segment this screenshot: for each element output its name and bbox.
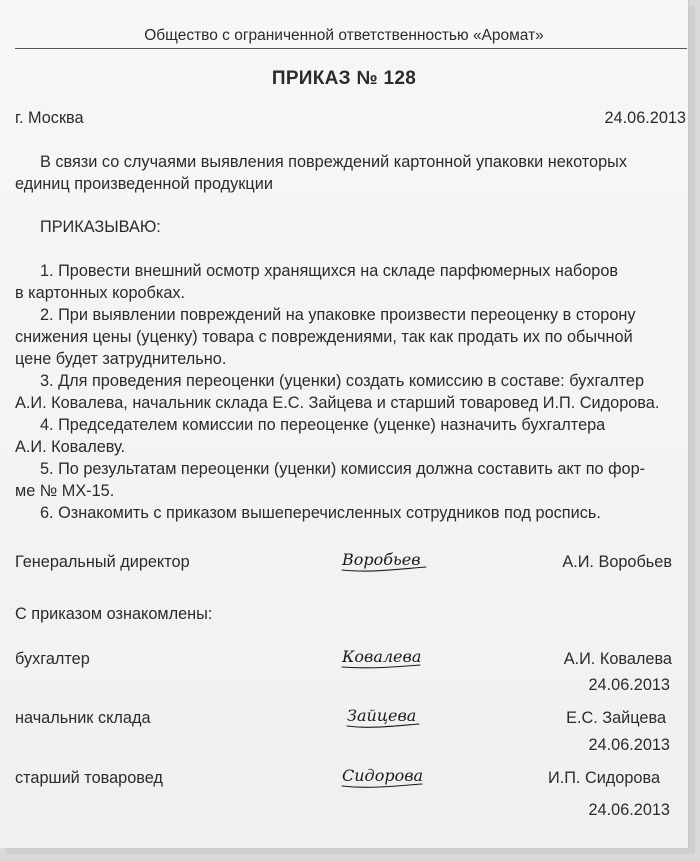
employee-sign-date: 24.06.2013 [588,736,670,754]
employee-signature [345,699,435,736]
organization-name: Общество с ограниченной ответственностью «Аромат» [144,27,544,44]
employee-signature-text: Сидорова [342,766,424,785]
director-signature [340,543,430,580]
item-3-line-1: 3. Для проведения переоценки (уценки) создать комиссию в составе: бухгалтер [40,372,644,390]
item-2-line-1: 2. При выявлении повреждений на упаковке произвести переоценку в сторону [40,306,636,324]
director-position: Генеральный директор [15,553,190,571]
order-word: ПРИКАЗЫВАЮ: [40,218,161,236]
employee-signature-text: Ковалева [342,647,422,666]
employee-name: А.И. Ковалева [563,650,672,668]
employee-signature [340,759,430,796]
item-5-line-1: 5. По результатам переоценки (уценки) комиссия должна составить акт по фор- [40,460,646,478]
item-4-line-1: 4. Председателем комиссии по переоценке (уценке) назначить бухгалтера [40,416,606,434]
item-2-line-3: цене будет затруднительно. [15,350,227,368]
intro-line-1: В связи со случаями выявления повреждений картонной упаковки некоторых [40,153,628,171]
order-date: 24.06.2013 [604,109,686,127]
employee-sign-date: 24.06.2013 [588,676,670,694]
employee-signature-text: Зайцева [347,706,417,725]
item-6-line-1: 6. Ознакомить с приказом вышеперечисленных сотрудников под роспись. [40,504,601,522]
employee-sign-date: 24.06.2013 [588,801,670,819]
employee-position: начальник склада [15,709,151,727]
order-city: г. Москва [15,109,84,127]
employee-name: Е.С. Зайцева [566,709,666,727]
intro-line-2: единиц произведенной продукции [15,175,273,193]
employee-signature [340,640,430,677]
item-1-line-1: 1. Провести внешний осмотр хранящихся на складе парфюмерных наборов [40,262,619,280]
item-5-line-2: ме № МХ-15. [15,482,115,500]
item-3-line-2: А.И. Ковалева, начальник склада Е.С. Зайцева и старший товаровед И.П. Сидорова. [15,394,660,412]
employee-position: бухгалтер [15,650,90,668]
order-title: ПРИКАЗ № 128 [271,68,417,89]
director-name: А.И. Воробьев [562,553,672,571]
employee-name: И.П. Сидорова [547,769,660,787]
acquainted-label: С приказом ознакомлены: [15,605,213,623]
item-1-line-2: в картонных коробках. [15,284,186,302]
item-2-line-2: снижения цены (уценку) товара с повреждениями, так как продать их по обычной [15,328,633,346]
organization-underline [15,48,687,49]
director-signature-text: Воробьев [342,550,421,569]
item-4-line-2: А.И. Ковалеву. [15,438,126,456]
employee-position: старший товаровед [15,769,163,787]
